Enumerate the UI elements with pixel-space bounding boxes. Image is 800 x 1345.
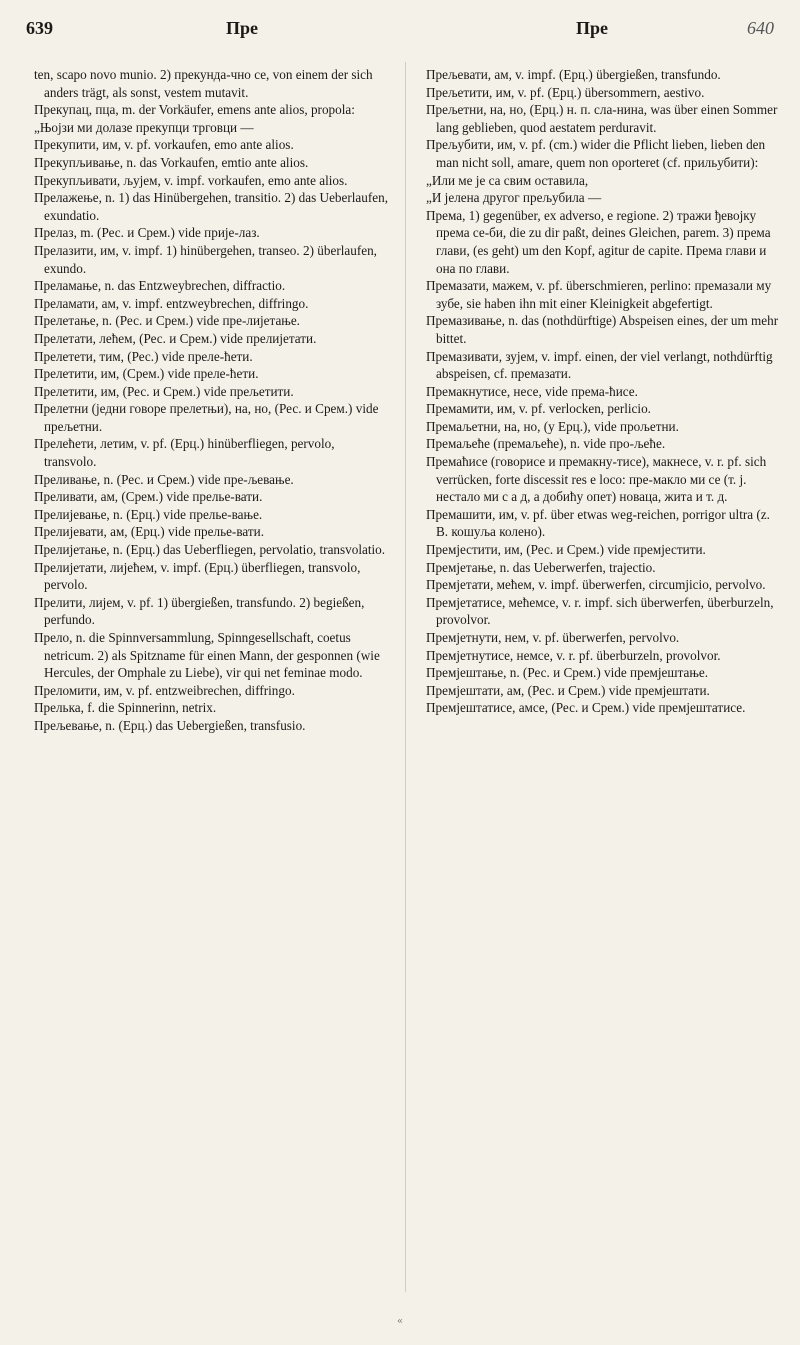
dictionary-entry: Преливање, n. (Рес. и Срем.) vide пре-љевање. xyxy=(34,471,294,487)
dictionary-entry: Премазивање, n. das (nothdürftige) Abspeisen eines, der um mehr bittet. xyxy=(426,313,779,346)
dictionary-entry: ten, scapo novo munio. 2) прекунда-чно се, von einem der sich anders trägt, als sonst, vestem mutavit. xyxy=(34,67,373,100)
dictionary-entry: Прелетети, тим, (Рес.) vide преле-ћети. xyxy=(34,348,253,364)
dictionary-entry: Прелити, лијем, v. pf. 1) übergießen, transfundo. 2) begießen, perfundo. xyxy=(34,594,365,628)
dictionary-entry: Прељубити, им, v. pf. (cm.) wider die Pflicht lieben, lieben den man nicht soll, amare, quem non oporteret (cf. прильубити): xyxy=(426,137,766,170)
dictionary-entry: Преламање, n. das Entzweybrechen, diffractio. xyxy=(34,278,286,294)
dictionary-entry: Прекупити, им, v. pf. vorkaufen, emo ante alios. xyxy=(34,137,294,153)
dictionary-entry: Премјестити, им, (Рес. и Срем.) vide премјестити. xyxy=(426,542,706,558)
dictionary-entry: Премјетање, n. das Ueberwerfen, trajectio. xyxy=(426,559,656,575)
dictionary-entry: Преломити, им, v. pf. entzweibrechen, diffringo. xyxy=(34,682,295,698)
dictionary-entry: Прекупљивати, љујем, v. impf. vorkaufen, emo ante alios. xyxy=(34,172,348,188)
dictionary-entry: Прекупљивање, n. das Vorkaufen, emtio ante alios. xyxy=(34,154,309,170)
dictionary-entry: Прелазити, им, v. impf. 1) hinübergehen, transeo. 2) überlaufen, exundo. xyxy=(34,242,377,276)
dictionary-entry: Преливати, ам, (Срем.) vide прелье-вати. xyxy=(34,489,263,505)
dictionary-entry: Премјетнутисе, немсе, v. r. pf. überburzeln, provolvor. xyxy=(426,647,721,663)
dictionary-entry: Прелетити, им, (Срем.) vide преле-ћети. xyxy=(34,366,259,382)
dictionary-entry: Прекупац, пца, m. der Vorkäufer, emens ante alios, propola: xyxy=(34,102,355,118)
dictionary-entry: Прељевање, n. (Ерц.) das Uebergießen, transfusio. xyxy=(34,717,306,733)
dictionary-entry: Премаљетни, на, но, (у Ерц.), vide прољетни. xyxy=(426,418,679,434)
dictionary-entry: Премазивати, зујем, v. impf. einen, der viel verlangt, nothdürftig abspeisen, cf. премазати. xyxy=(426,348,773,382)
page-number-right: 640 xyxy=(747,18,774,38)
right-column xyxy=(426,66,781,717)
dictionary-entry: Прелетање, n. (Рес. и Срем.) vide пре-лијетање. xyxy=(34,313,300,329)
dictionary-entry: Прелажење, n. 1) das Hinübergehen, transitio. 2) das Ueberlaufen, exundatio. xyxy=(34,190,389,223)
column-divider xyxy=(405,62,406,1292)
dictionary-entry: Прелетати, лећем, (Рес. и Срем.) vide прелијетати. xyxy=(34,330,317,346)
page-number-left: 639 xyxy=(26,18,53,38)
dictionary-entry: Преламати, ам, v. impf. entzweybrechen, diffringo. xyxy=(34,295,309,311)
dictionary-entry: Прелаз, m. (Рес. и Срем.) vide прије-лаз. xyxy=(34,225,260,241)
dictionary-entry: Премјетати, мећем, v. impf. überwerfen, circumjicio, pervolvo. xyxy=(426,577,766,593)
dictionary-entry: Премазати, мажем, v. pf. überschmieren, perlino: премазали му зубе, sie haben ihn mit einer Kleinigkeit abgefertigt. xyxy=(426,278,772,311)
dictionary-entry: „Њојзи ми долазе прекупци трговци — xyxy=(34,119,254,135)
dictionary-entry: Премјештање, n. (Рес. и Срем.) vide премјештање. xyxy=(426,665,709,681)
dictionary-entry: Прељевати, ам, v. impf. (Ерц.) übergießen, transfundo. xyxy=(426,67,721,82)
dictionary-entry: Прељетни, на, но, (Ерц.) н. п. сла-нина, was über einen Sommer lang geblieben, quod aestatem perduravit. xyxy=(426,102,778,135)
right-guide-word: Пре xyxy=(576,18,609,38)
dictionary-entry: Премашити, им, v. pf. über etwas weg-reichen, porrigor ultra (z. B. кошуља колено). xyxy=(426,506,770,540)
left-column xyxy=(34,66,389,735)
dictionary-entry: Премјетнути, нем, v. pf. überwerfen, pervolvo. xyxy=(426,630,680,645)
dictionary-entry: Прелијетање, n. (Ерц.) das Ueberfliegen, pervolatio, transvolatio. xyxy=(34,542,386,558)
dictionary-entry: Прелетни (једни говоре прелетњи), на, но, (Рес. и Срем.) vide прељетни. xyxy=(34,401,379,434)
dictionary-entry: Према, 1) gegenüber, ex adverso, e regione. 2) тражи ђевојку према се-би, die zu dir paßt, deines Gleichen, parem. 3) према глави, (es geht) um den Kopf, agitur de capite. Према глави и она по глави. xyxy=(426,207,771,276)
dictionary-entry: Премјештати, ам, (Рес. и Срем.) vide премјештати. xyxy=(426,682,710,698)
dictionary-entry: Прелетити, им, (Рес. и Срем.) vide прељетити. xyxy=(34,383,294,399)
left-guide-word: Пре xyxy=(226,18,259,38)
footer-mark: « xyxy=(396,1316,404,1327)
dictionary-entry: Премакнутисе, несе, vide према-ћисе. xyxy=(426,383,638,399)
dictionary-entry: Прелька, f. die Spinnerinn, netrix. xyxy=(34,700,217,716)
page-header xyxy=(26,6,774,46)
dictionary-entry: Прелећети, летим, v. pf. (Ерц.) hinüberfliegen, pervolo, transvolo. xyxy=(34,436,335,470)
dictionary-entry: Премаћисе (говорисе и премакну-тисе), макнесе, v. r. pf. sich verrücken, forte discessit res e loco: пре-макло ми се (т. j. нестало ми с а д, а добићу опет) новаца, жита и т. д. xyxy=(426,454,767,505)
dictionary-entry: „И јелена другог прељубила — xyxy=(426,190,602,206)
dictionary-entry: Премаљеће (премаљеће), n. vide про-љеће. xyxy=(426,436,666,452)
dictionary-entry: Прелијевање, n. (Ерц.) vide прелье-вање. xyxy=(34,506,263,522)
dictionary-entry: Прелијевати, ам, (Ерц.) vide прелье-вати. xyxy=(34,524,265,540)
dictionary-entry: „Или ме је са свим оставила, xyxy=(426,172,589,188)
dictionary-entry: Премјетатисе, мећемсе, v. r. impf. sich überwerfen, überburzeln, provolvor. xyxy=(426,594,774,628)
dictionary-entry: Прељетити, им, v. pf. (Ерц.) übersommern, aestivo. xyxy=(426,84,705,100)
dictionary-entry: Премјештатисе, амсе, (Рес. и Срем.) vide премјештатисе. xyxy=(426,700,746,716)
dictionary-entry: Прело, n. die Spinnversammlung, Spinngesellschaft, coetus netricum. 2) als Spitzname für einen Mann, der gesponnen (wie Hercules, der Omphale zu Liebe), vir qui net feminae modo. xyxy=(34,630,380,681)
dictionary-entry: Премамити, им, v. pf. verlocken, perlicio. xyxy=(426,401,651,417)
dictionary-entry: Прелијетати, лијећем, v. impf. (Ерц.) überfliegen, transvolo, pervolo. xyxy=(34,559,361,593)
